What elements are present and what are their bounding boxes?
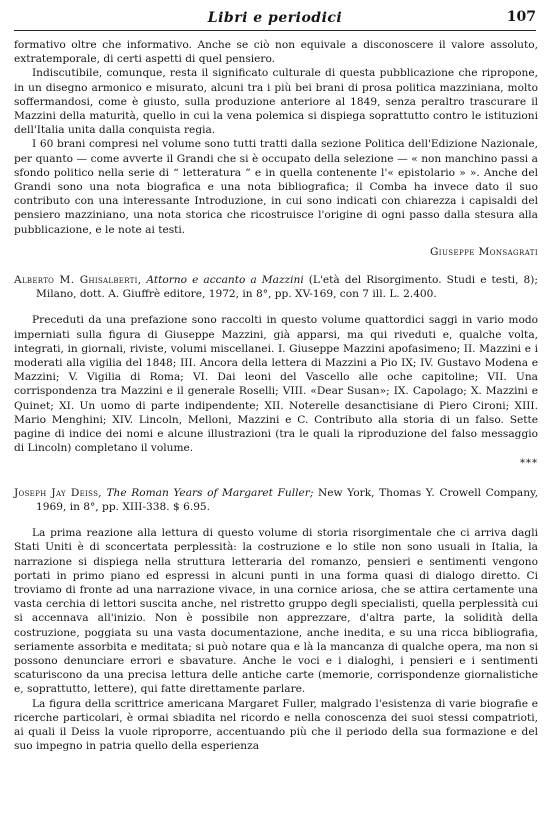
book-author: Alberto M. Ghisalberti, (14, 274, 142, 287)
review-ghisalberti (14, 273, 538, 472)
review-deiss (14, 486, 538, 754)
running-header (14, 8, 536, 31)
page-number: 107 (506, 9, 536, 25)
anonymous-signature: *** (520, 458, 538, 470)
running-title: Libri e periodici (207, 10, 343, 26)
book-author: Joseph Jay Deiss, (14, 486, 102, 499)
paragraph: La figura della scrittrice americana Margaret Fuller, malgrado l'esistenza di varie biografie e ricerche particolari, è ormai sbiadita nel ricordo e nella conoscenza dei suoi stessi compatrioti, ai quali il Deiss la vuole riproporre, accentuando più che il periodo della sua formazione e del suo impegno in patria quello della esperienza (14, 697, 538, 753)
book-details: (L'età del Risorgimento. Studi e testi, 8); Milano, dott. A. Giuffrè editore, 1972, in 8°, pp. XV-169, con 7 ill. L. 2.400. (36, 274, 538, 301)
book-reference (14, 273, 538, 301)
book-title: The Roman Years of Margaret Fuller; (106, 486, 314, 499)
paragraph: I 60 brani compresi nel volume sono tutti tratti dalla sezione Politica dell'Edizione Nazionale, per quanto — come avverte il Grandi che si è occupato della selezione — « non manchino passi a sfondo politico nella serie di “ letteratura ” e in quella contenente l'« epistolario » ». Anche del Grandi sono una nota biografica e una nota bibliografica; il Comba ha invece dato il suo contributo con una interessante Introduzione, in cui sono indicati con chiarezza i capisaldi del pensiero mazziniano, una nota storica che ricostruisce l'origine di ogni passo dalla stesura alla pubblicazione, e le note ai testi. (14, 138, 538, 236)
paragraph: formativo oltre che informativo. Anche se ciò non equivale a disconoscere il valore assoluto, extratemporale, di certi aspetti di quel pensiero. (14, 39, 538, 66)
book-reference (14, 486, 538, 514)
page-content (14, 38, 538, 753)
paragraph: Indiscutibile, comunque, resta il significato culturale di questa pubblicazione che ripropone, in un disegno armonico e misurato, alcuni tra i più bei brani di prosa politica mazziniana, molto soffermandosi, come è giusto, sulla produzione anteriore al 1849, senza peraltro trascurare il Mazzini della maturità, quello in cui la vena polemica si dispiega soprattutto contro le istituzioni dell'Italia unita dalla conquista regia. (14, 67, 538, 137)
review-mazzini-selection (14, 38, 538, 259)
book-title: Attorno e accanto a Mazzini (146, 274, 304, 287)
reviewer-signature: Giuseppe Monsagrati (429, 245, 538, 258)
paragraph: Preceduti da una prefazione sono raccolti in questo volume quattordici saggi in vario modo imperniati sulla figura di Giuseppe Mazzini, già apparsi, ma qui riveduti e, qualche volta, integrati, in giornali, riviste, volumi miscellanei. I. Giuseppe Mazzini apofasimeno; II. Mazzini e i moderati alla vigilia del 1848; III. Ancora della lettera di Mazzini a Pio IX; IV. Gustavo Modena e Mazzini; V. Vigilia di Roma; VI. Dai leoni del Vascello alle oche capitoline; VII. Una corrispondenza tra Mazzini e il generale Roselli; VIII. «Dear Susan»; IX. Capolago; X. Mazzini e Quinet; XI. Un uomo di parte indipendente; XII. Noterelle desanctisiane di Piero Cironi; XIII. Mario Menghini; XIV. Lincoln, Melloni, Mazzini e C. Contributo alla storia di un falso. Sette pagine di indice dei nomi e alcune illustrazioni (tra le quali la riproduzione del falso messaggio di Lincoln) completano il volume. (14, 314, 538, 455)
book-details: New York, Thomas Y. Crowell Company, 1969, in 8°, pp. XIII-338. $ 6.95. (36, 486, 539, 513)
paragraph: La prima reazione alla lettura di questo volume di storia risorgimentale che ci arriva dagli Stati Uniti è di sconcertata perplessità: la costruzione e lo stile non sono usuali in Italia, la narrazione si dispiega nella struttura letteraria del romanzo, pensieri e sentimenti vengono portati in primo piano ed espressi in alcuni punti in una forma quasi di dialogo diretto. Ci troviamo di fronte ad una narrazione vivace, in una cornice ariosa, che se attira certamente una vasta cerchia di lettori suscita anche, nel ristretto gruppo degli specialisti, quella perplessità cui si accennava all'inizio. Non è possibile non apprezzare, d'altra parte, la solidità della costruzione, poggiata su una vasta documentazione, anche inedita, e su una ricca bibliografia, seriamente assorbita e meditata; si può notare qua e là la mancanza di qualche opera, ma non si possono denunciare errori e sbavature. Anche le voci e i dialoghi, i pensieri e i sentimenti scaturiscono da una precisa lettura delle antiche carte (memorie, corrispondenze giornalistiche e, soprattutto, lettere), qui fatte direttamente parlare. (14, 527, 538, 696)
